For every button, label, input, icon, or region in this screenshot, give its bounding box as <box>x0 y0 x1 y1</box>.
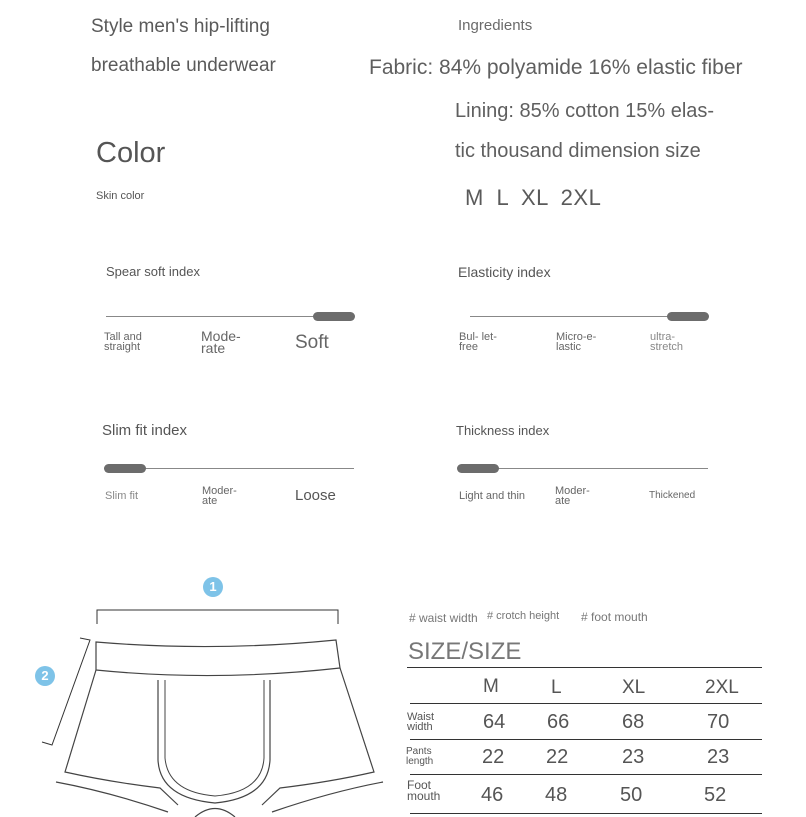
table-rule-3 <box>410 774 762 775</box>
cell-waist-2xl: 70 <box>707 711 730 733</box>
soft-label-mid: Mode- rate <box>201 328 241 356</box>
pouch-outer <box>158 680 270 803</box>
product-title-line1: Style men's hip-lifting <box>91 16 270 37</box>
thickness-index-knob <box>457 464 499 473</box>
row-label-waist-width: Waist width <box>407 711 435 733</box>
thickness-label-mid: Moder- ate <box>555 485 590 507</box>
soft-index-title: Spear soft index <box>106 264 200 279</box>
soft-label-high: Soft <box>295 332 329 353</box>
col-header-xl: XL <box>622 677 646 698</box>
body-left <box>65 670 178 805</box>
waistband <box>96 640 340 676</box>
elasticity-index-title: Elasticity index <box>458 264 551 280</box>
pouch-inner <box>165 680 264 796</box>
cell-foot-m: 46 <box>481 784 504 806</box>
ingredients-heading: Ingredients <box>458 17 533 34</box>
cell-length-xl: 23 <box>622 746 645 768</box>
cell-foot-2xl: 52 <box>704 784 727 806</box>
elasticity-index-knob <box>667 312 709 321</box>
soft-index-knob <box>313 312 355 321</box>
thickness-index-title: Thickness index <box>456 423 550 438</box>
crotch-seam <box>195 809 235 817</box>
elasticity-label-low: Bul- let-free <box>459 331 497 353</box>
col-header-m: M <box>483 676 499 697</box>
cell-foot-xl: 50 <box>620 784 643 806</box>
tag-waist-width: # waist width <box>409 611 478 625</box>
underwear-diagram <box>0 560 400 817</box>
table-rule-top <box>407 667 762 668</box>
slim-fit-label-low: Slim fit <box>105 490 138 502</box>
col-header-2xl: 2XL <box>705 677 739 698</box>
body-right <box>262 668 374 805</box>
cell-waist-l: 66 <box>547 711 570 733</box>
color-heading: Color <box>96 137 166 169</box>
table-rule-bottom <box>410 813 762 814</box>
color-value: Skin color <box>96 190 145 202</box>
lining-composition-line1: Lining: 85% cotton 15% elas- <box>455 100 715 122</box>
tag-crotch-height: # crotch height <box>487 610 560 622</box>
slim-fit-index-knob <box>104 464 146 473</box>
cell-foot-l: 48 <box>545 784 568 806</box>
cell-length-2xl: 23 <box>707 746 730 768</box>
cell-length-l: 22 <box>546 746 569 768</box>
table-rule-1 <box>410 703 762 704</box>
fabric-composition: Fabric: 84% polyamide 16% elastic fiber <box>369 56 743 79</box>
product-title-line2: breathable underwear <box>91 55 276 76</box>
slim-fit-label-mid: Moder- ate <box>202 485 237 507</box>
row-label-pants-length: Pants length <box>406 746 434 767</box>
cell-waist-xl: 68 <box>622 711 645 733</box>
tag-foot-mouth: # foot mouth <box>581 610 648 624</box>
col-header-l: L <box>551 677 562 698</box>
soft-label-low: Tall and straight <box>104 331 142 353</box>
marker-1-badge: 1 <box>203 577 223 597</box>
thickness-label-high: Thickened <box>649 490 696 501</box>
slim-fit-index-title: Slim fit index <box>102 422 188 439</box>
table-rule-2 <box>410 739 762 740</box>
thickness-label-low: Light and thin <box>459 490 526 502</box>
cell-length-m: 22 <box>482 746 505 768</box>
size-list: M L XL 2XL <box>465 185 602 210</box>
waist-bracket <box>97 610 338 624</box>
marker-2-badge: 2 <box>35 666 55 686</box>
side-bracket <box>42 638 90 745</box>
row-label-foot-mouth: Foot mouth <box>407 778 441 803</box>
elasticity-label-mid: Micro-e- lastic <box>556 331 597 353</box>
elasticity-label-high: ultra- stretch <box>650 331 684 353</box>
slim-fit-label-high: Loose <box>295 487 336 504</box>
cell-waist-m: 64 <box>483 711 506 733</box>
lining-composition-line2: tic thousand dimension size <box>455 140 701 162</box>
size-chart-title: SIZE/SIZE <box>408 638 522 665</box>
